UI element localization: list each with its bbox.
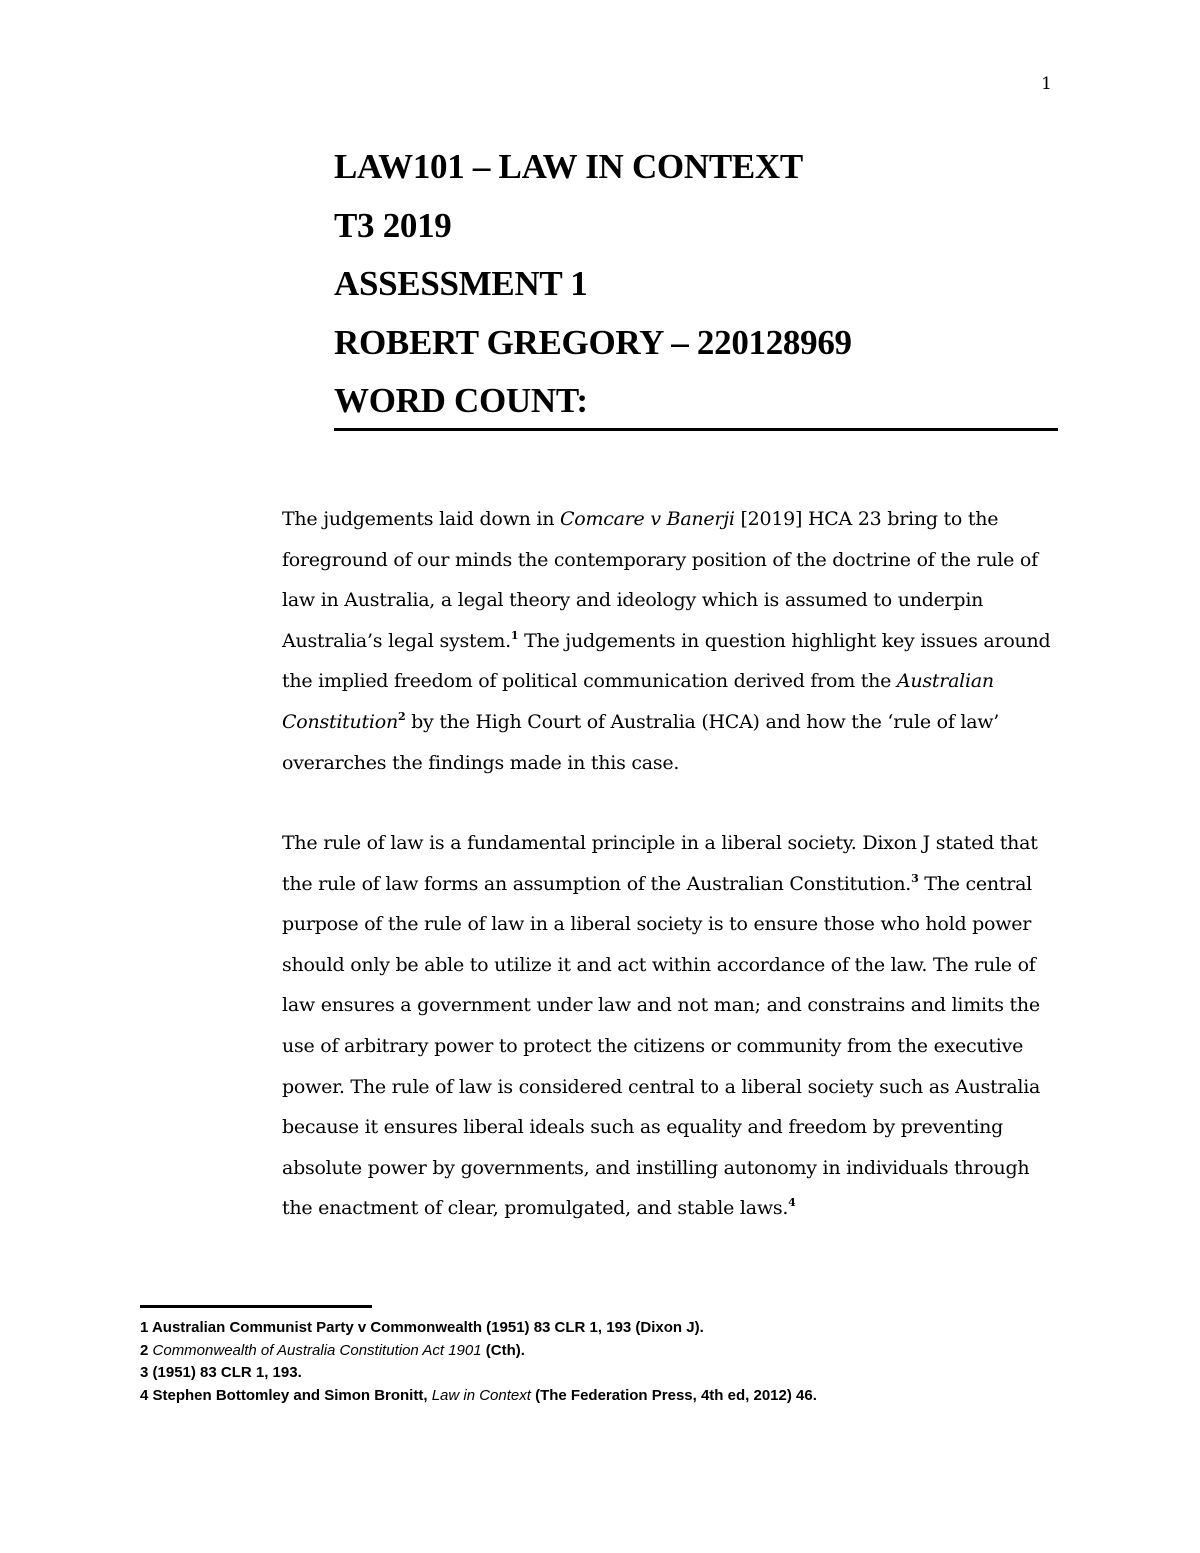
text-run: The central: [918, 872, 1032, 895]
paragraph-line: foreground of our minds the contemporary position of the doctrine of the rule of: [282, 548, 1038, 571]
paragraph-line: should only be able to utilize it and act within accordance of the law. The rule of: [282, 953, 1036, 976]
paragraph-line: [282, 1188, 1072, 1229]
footnote-reference: 3: [911, 871, 919, 885]
statute-name: Commonwealth of Australia Constitution Act 1901: [152, 1341, 482, 1359]
paragraph-line: [282, 661, 1072, 702]
footnote-1: 1 Australian Communist Party v Commonwealth (1951) 83 CLR 1, 193 (Dixon J).: [140, 1319, 704, 1336]
paragraph-1: [282, 499, 1072, 783]
paragraph-line: law ensures a government under law and not man; and constrains and limits the: [282, 994, 1040, 1017]
paragraph-line: [282, 864, 1072, 905]
text-run: The judgements laid down in: [282, 508, 560, 530]
paragraph-line: [282, 621, 1072, 662]
paragraph-line: purpose of the rule of law in a liberal society is to ensure those who hold power: [282, 913, 1032, 936]
text-run: the implied freedom of political communication derived from the: [282, 670, 897, 693]
book-title: Law in Context: [431, 1386, 531, 1404]
footnote-reference: 4: [788, 1196, 796, 1210]
text-run: (Cth).: [481, 1341, 525, 1359]
footnote-reference: 2: [397, 709, 406, 723]
footnote-3: 3 (1951) 83 CLR 1, 193.: [140, 1364, 302, 1382]
text-run: Australia’s legal system.: [282, 629, 511, 652]
case-name: Comcare v Banerji: [560, 508, 735, 530]
footnote-4: [140, 1385, 1040, 1408]
paragraph-line: [282, 499, 1072, 540]
paragraph-line: [282, 702, 1072, 743]
footnote-separator: [140, 1305, 372, 1308]
paragraph-line: absolute power by governments, and instilling autonomy in individuals through: [282, 1156, 1030, 1179]
paragraph-line: power. The rule of law is considered central to a liberal society such as Australia: [282, 1075, 1041, 1098]
footnotes: [140, 1317, 1040, 1407]
footnote-reference: 1: [510, 628, 519, 642]
footnote-number: 2: [140, 1341, 153, 1359]
text-run: the rule of law forms an assumption of the Australian Constitution.: [282, 872, 912, 895]
paragraph-2: [282, 823, 1072, 1229]
word-count-line: WORD COUNT:: [334, 372, 1058, 431]
statute-name: Constitution: [282, 710, 398, 733]
footnote-2: [140, 1340, 1040, 1363]
text-run: 4 Stephen Bottomley and Simon Bronitt,: [140, 1386, 432, 1404]
paragraph-line: overarches the findings made in this case.: [282, 751, 680, 774]
text-run: The judgements in question highlight key issues around: [518, 629, 1051, 652]
student-name-id: ROBERT GREGORY – 220128969: [334, 322, 852, 362]
title-block: [334, 138, 1058, 431]
assessment-label: ASSESSMENT 1: [334, 264, 588, 303]
course-title: LAW101 – LAW IN CONTEXT: [334, 147, 803, 186]
paragraph-line: use of arbitrary power to protect the citizens or community from the executive: [282, 1034, 1024, 1057]
text-run: the enactment of clear, promulgated, and stable laws.: [282, 1197, 789, 1220]
page-number: 1: [1041, 74, 1052, 94]
paragraph-line: because it ensures liberal ideals such as equality and freedom by preventing: [282, 1116, 1004, 1139]
text-run: (The Federation Press, 4th ed, 2012) 46.: [530, 1386, 817, 1404]
text-run: by the High Court of Australia (HCA) and how the ‘rule of law’: [405, 710, 1000, 733]
statute-name: Australian: [896, 670, 994, 693]
paragraph-line: law in Australia, a legal theory and ideology which is assumed to underpin: [282, 589, 984, 612]
term-label: T3 2019: [334, 205, 452, 245]
paragraph-line: The rule of law is a fundamental principle in a liberal society. Dixon J stated that: [282, 832, 1038, 854]
text-run: [2019] HCA 23 bring to the: [734, 508, 999, 530]
